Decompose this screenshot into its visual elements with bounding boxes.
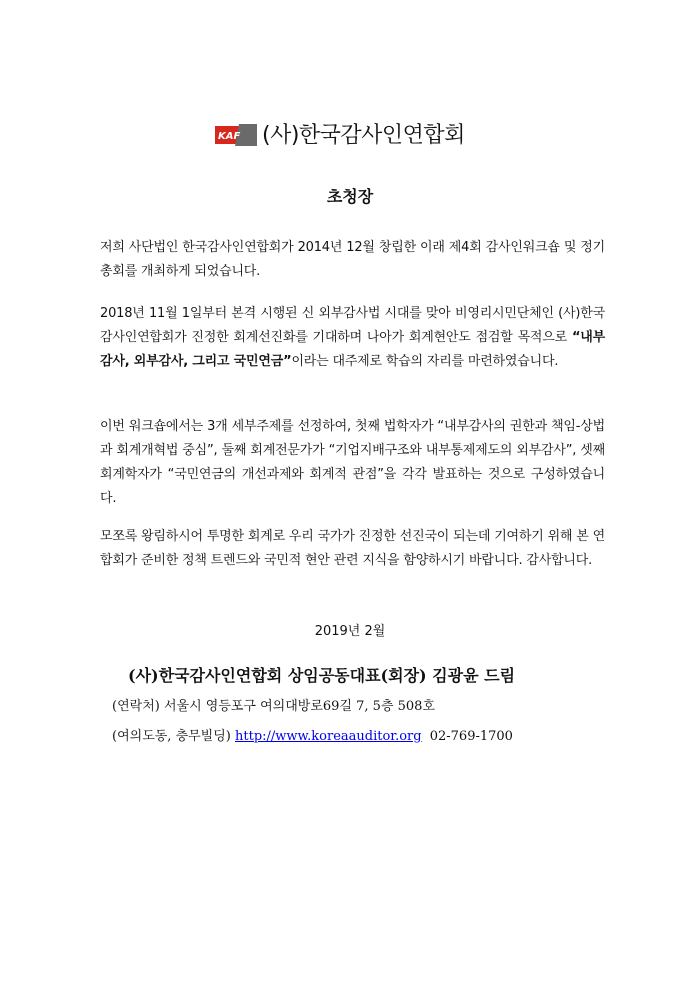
paragraph-theme-text-2: 이라는 대주제로 학습의 자리를 마련하였습니다. (291, 354, 559, 369)
paragraph-intro: 저희 사단법인 한국감사인연합회가 2014년 12월 창립한 이래 제4회 감사인워크숍 및 정기총회를 개최하게 되었습니다. (100, 240, 605, 279)
header (0, 118, 700, 152)
contact-address: (연락처) 서울시 영등포구 여의대방로69길 7, 5층 508호 (112, 699, 436, 714)
paragraph-theme-text-1: 2018년 11월 1일부터 본격 시행된 신 외부감사법 시대를 맞아 비영리시민단체인 (사)한국감사인연합회가 진정한 회계선진화를 기대하며 나아가 회계현안도 점검할 목적으로 (100, 306, 605, 345)
paragraph-closing: 모쪼록 왕림하시어 투명한 회계로 우리 국가가 진정한 선진국이 되는데 기여하기 위해 본 연합회가 준비한 정책 트렌드와 국민적 현안 관련 지식을 함양하시기 바랍니다. 감사합니다. (100, 529, 605, 568)
document-title: 초청장 (326, 187, 374, 206)
paragraph-topics: 이번 워크숍에서는 3개 세부주제를 선정하여, 첫째 법학자가 “내부감사의 권한과 책임-상법과 회계개혁법 중심”, 둘째 회계전문가가 “기업지배구조와 내부통제제도의 외부감사”, 셋째 회계학자가 “국민연금의 개선과제와 회계적 관점”을 각각 발표하는 것으로 구성하였습니다. (100, 419, 605, 506)
contact-building: (여의도동, 충무빌딩) (112, 729, 231, 744)
main-theme-title: “내부감사, 외부감사, 그리고 국민연금” (100, 330, 605, 369)
signature-line: (사)한국감사인연합회 상임공동대표(회장) 김광윤 드림 (128, 666, 516, 685)
contact-line (112, 725, 513, 744)
org-title: (사)한국감사인연합회 (262, 123, 465, 148)
kaf-logo-icon (215, 122, 257, 148)
paragraph-theme (100, 302, 605, 374)
logo-text: KAF (218, 131, 241, 142)
website-link[interactable]: http://www.koreaauditor.org (235, 729, 422, 744)
document-date: 2019년 2월 (314, 624, 386, 639)
contact-phone: 02-769-1700 (429, 729, 513, 744)
